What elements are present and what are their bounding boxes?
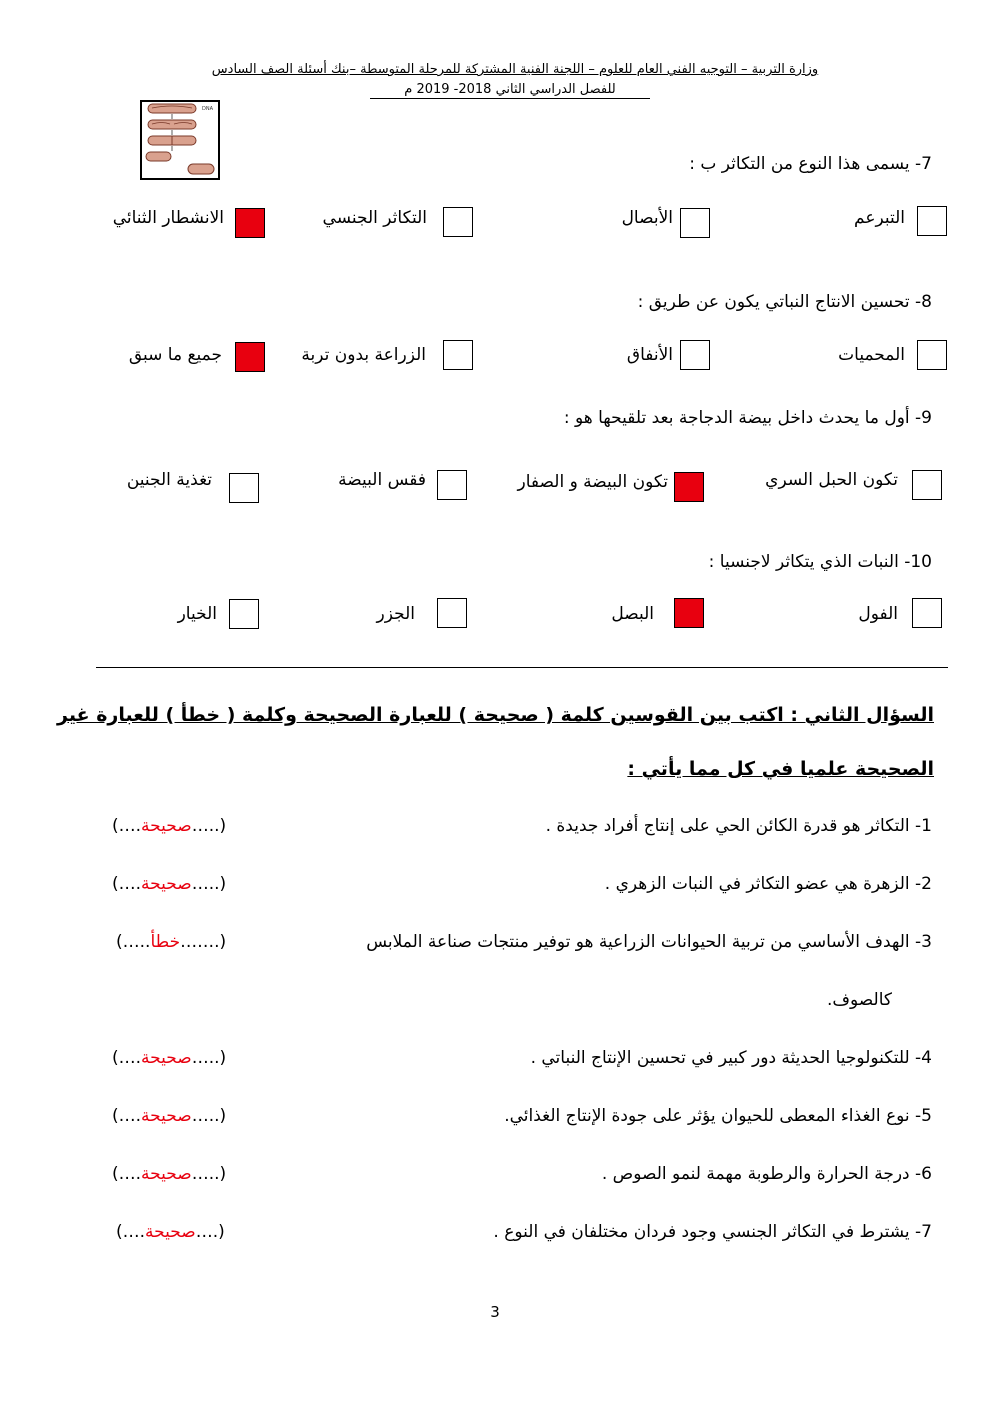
option-checkbox[interactable] <box>437 470 467 500</box>
question-10: 10- النبات الذي يتكاثر لاجنسيا : <box>708 552 932 572</box>
option-checkbox[interactable] <box>680 340 710 370</box>
option-label: الفول <box>858 604 898 624</box>
statement-4: 4- للتكنولوجيا الحديثة دور كبير في تحسين الإنتاج النباتي . <box>530 1048 932 1068</box>
dna-label: DNA <box>202 106 214 112</box>
answer-field[interactable]: (….صحيحة…..) <box>112 874 227 894</box>
option-label: الانشطار الثنائي <box>112 208 224 228</box>
answer-text: صحيحة <box>141 816 192 836</box>
option-checkbox[interactable] <box>680 208 710 238</box>
statement-2: 2- الزهرة هي عضو التكاثر في النبات الزهري . <box>604 874 932 894</box>
page-number: 3 <box>490 1303 500 1321</box>
option-checkbox[interactable] <box>443 207 473 237</box>
statement-6: 6- درجة الحرارة والرطوبة مهمة لنمو الصوص . <box>601 1164 932 1184</box>
bacterial-binary-fission-diagram <box>140 100 220 180</box>
header-title: وزارة التربية – التوجيه الفني العام للعلوم – اللجنة الفنية المشتركة للمرحلة المتوسطة –بنك أسئلة الصف السادس <box>211 62 819 77</box>
statement-3-continuation: كالصوف. <box>826 990 892 1010</box>
option-label: المحميات <box>838 345 905 365</box>
answer-text: خطأ <box>150 932 181 952</box>
answer-field[interactable]: (….صحيحة…..) <box>112 1106 227 1126</box>
section-divider <box>96 667 948 668</box>
answer-field[interactable]: (….صحيحة…..) <box>112 1164 227 1184</box>
option-label: الجزر <box>376 604 415 624</box>
answer-field[interactable]: (…..خطأ…….) <box>116 932 227 952</box>
option-label: الخيار <box>177 604 217 624</box>
option-label: التكاثر الجنسي <box>322 208 427 228</box>
question-8: 8- تحسين الانتاج النباتي يكون عن طريق : <box>637 292 932 312</box>
section-2-title: السؤال الثاني : اكتب بين القوسين كلمة ( صحيحة ) للعبارة الصحيحة وكلمة ( خطأ ) للعبارة غير <box>57 704 934 726</box>
option-checkbox[interactable] <box>917 206 947 236</box>
option-label: تكون الحبل السري <box>765 470 898 490</box>
answer-field[interactable]: (….صحيحة…..) <box>112 816 227 836</box>
answer-field[interactable]: (….صحيحة…..) <box>112 1048 227 1068</box>
binary-fission-illustration <box>142 102 218 178</box>
answer-text: صحيحة <box>141 1164 192 1184</box>
option-label: الزراعة بدون تربة <box>301 345 426 365</box>
option-checkbox[interactable] <box>912 470 942 500</box>
option-checkbox[interactable] <box>229 599 259 629</box>
option-label: جميع ما سبق <box>128 345 222 365</box>
option-checkbox[interactable] <box>917 340 947 370</box>
statement-3: 3- الهدف الأساسي من تربية الحيوانات الزراعية هو توفير منتجات صناعة الملابس <box>366 932 932 952</box>
statement-5: 5- نوع الغذاء المعطى للحيوان يؤثر على جودة الإنتاج الغذائي. <box>504 1106 932 1126</box>
answer-text: صحيحة <box>141 1106 192 1126</box>
answer-text: صحيحة <box>141 874 192 894</box>
question-7: 7- يسمى هذا النوع من التكاثر ب : <box>689 154 932 174</box>
answer-field[interactable]: (….صحيحة….) <box>116 1222 225 1242</box>
option-label: البصل <box>611 604 654 624</box>
option-label: فقس البيضة <box>338 470 426 490</box>
statement-1: 1- التكاثر هو قدرة الكائن الحي على إنتاج أفراد جديدة . <box>545 816 932 836</box>
option-checkbox-checked[interactable] <box>674 472 704 502</box>
option-label: الأبصال <box>621 208 673 228</box>
option-checkbox[interactable] <box>912 598 942 628</box>
option-label: تغذية الجنين <box>126 470 212 490</box>
answer-text: صحيحة <box>141 1048 192 1068</box>
question-9: 9- أول ما يحدث داخل بيضة الدجاجة بعد تلقيحها هو : <box>563 408 932 428</box>
header-semester: للفصل الدراسي الثاني 2018- 2019 م <box>370 82 650 99</box>
option-checkbox-checked[interactable] <box>235 342 265 372</box>
option-checkbox[interactable] <box>443 340 473 370</box>
option-label: التبرعم <box>854 208 905 228</box>
answer-text: صحيحة <box>145 1222 196 1242</box>
option-label: تكون البيضة و الصفار <box>517 472 668 492</box>
option-checkbox-checked[interactable] <box>674 598 704 628</box>
option-checkbox[interactable] <box>437 598 467 628</box>
option-checkbox[interactable] <box>229 473 259 503</box>
option-label: الأنفاق <box>626 345 673 365</box>
option-checkbox-checked[interactable] <box>235 208 265 238</box>
section-2-title-continued: الصحيحة علميا في كل مما يأتي : <box>627 758 934 780</box>
statement-7: 7- يشترط في التكاثر الجنسي وجود فردان مختلفان في النوع . <box>493 1222 932 1242</box>
